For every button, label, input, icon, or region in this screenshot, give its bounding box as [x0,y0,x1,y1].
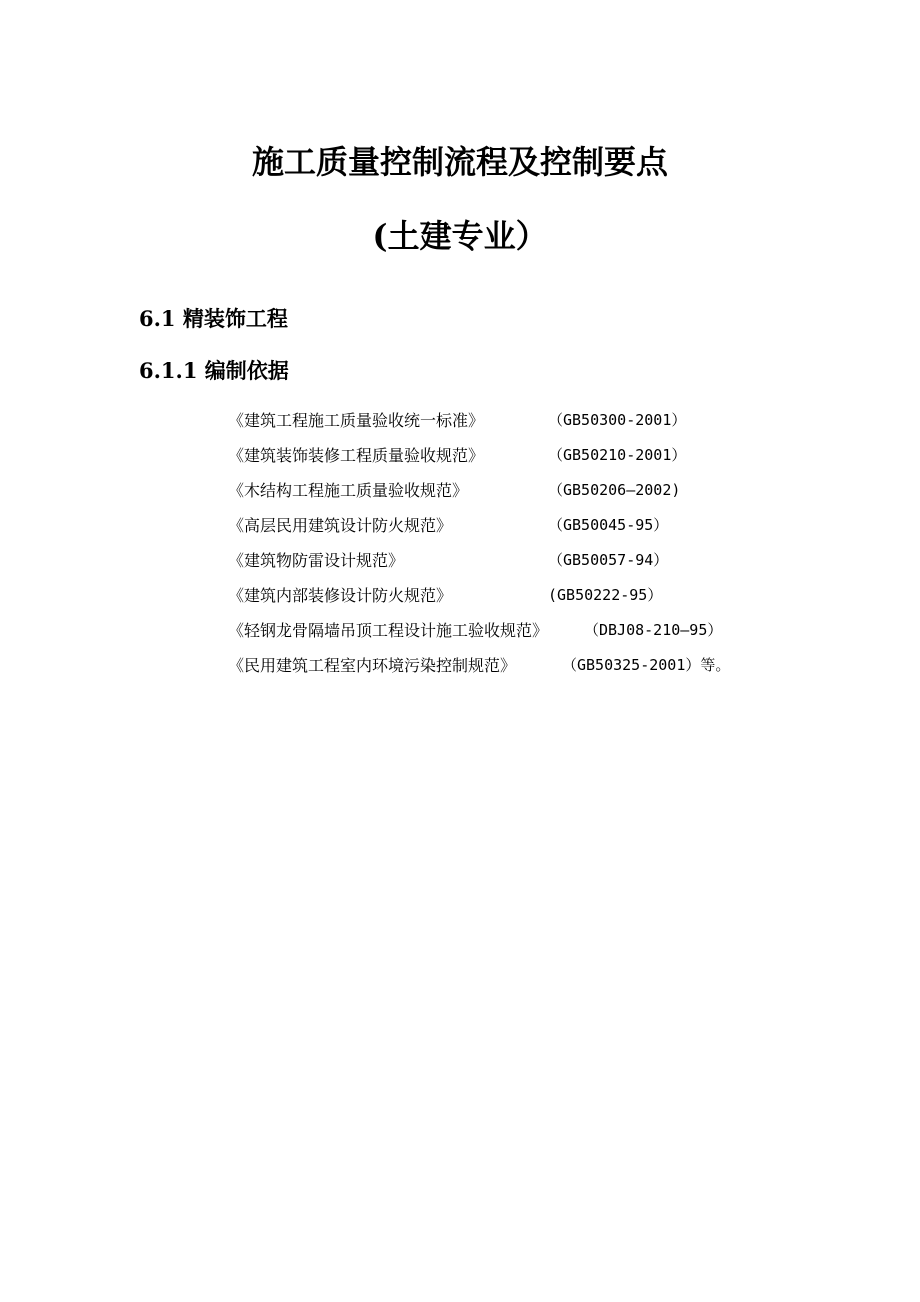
reference-title: 《建筑内部装修设计防火规范》 [228,586,453,605]
reference-code: (GB50222-95） [548,586,663,604]
section-heading: 6.1 精装饰工程 [139,306,288,331]
list-item [228,438,788,473]
list-item [228,578,788,613]
reference-title: 《建筑装饰装修工程质量验收规范》 [228,446,485,465]
list-item [228,543,788,578]
reference-title: 《民用建筑工程室内环境污染控制规范》 [228,656,517,675]
list-item [228,613,788,648]
reference-list [228,403,788,683]
list-item [228,403,788,438]
reference-code: （GB50045-95） [548,516,669,534]
reference-code: （GB50206—2002) [548,481,681,499]
reference-title: 《高层民用建筑设计防火规范》 [228,516,453,535]
list-item [228,473,788,508]
reference-title: 《轻钢龙骨隔墙吊顶工程设计施工验收规范》 [228,621,549,640]
reference-title: 《建筑物防雷设计规范》 [228,551,405,570]
reference-code: （DBJ08-210—95） [584,621,723,639]
reference-code: （GB50325-2001）等。 [562,656,731,674]
document-title: 施工质量控制流程及控制要点 [251,143,668,181]
reference-title: 《木结构工程施工质量验收规范》 [228,481,469,500]
list-item [228,508,788,543]
reference-code: （GB50057-94） [548,551,669,569]
list-item [228,648,788,683]
reference-code: （GB50300-2001） [548,411,687,429]
document-subtitle: (土建专业） [372,217,548,255]
reference-title: 《建筑工程施工质量验收统一标准》 [228,411,485,430]
subsection-heading: 6.1.1 编制依据 [139,358,289,383]
reference-code: （GB50210-2001） [548,446,687,464]
